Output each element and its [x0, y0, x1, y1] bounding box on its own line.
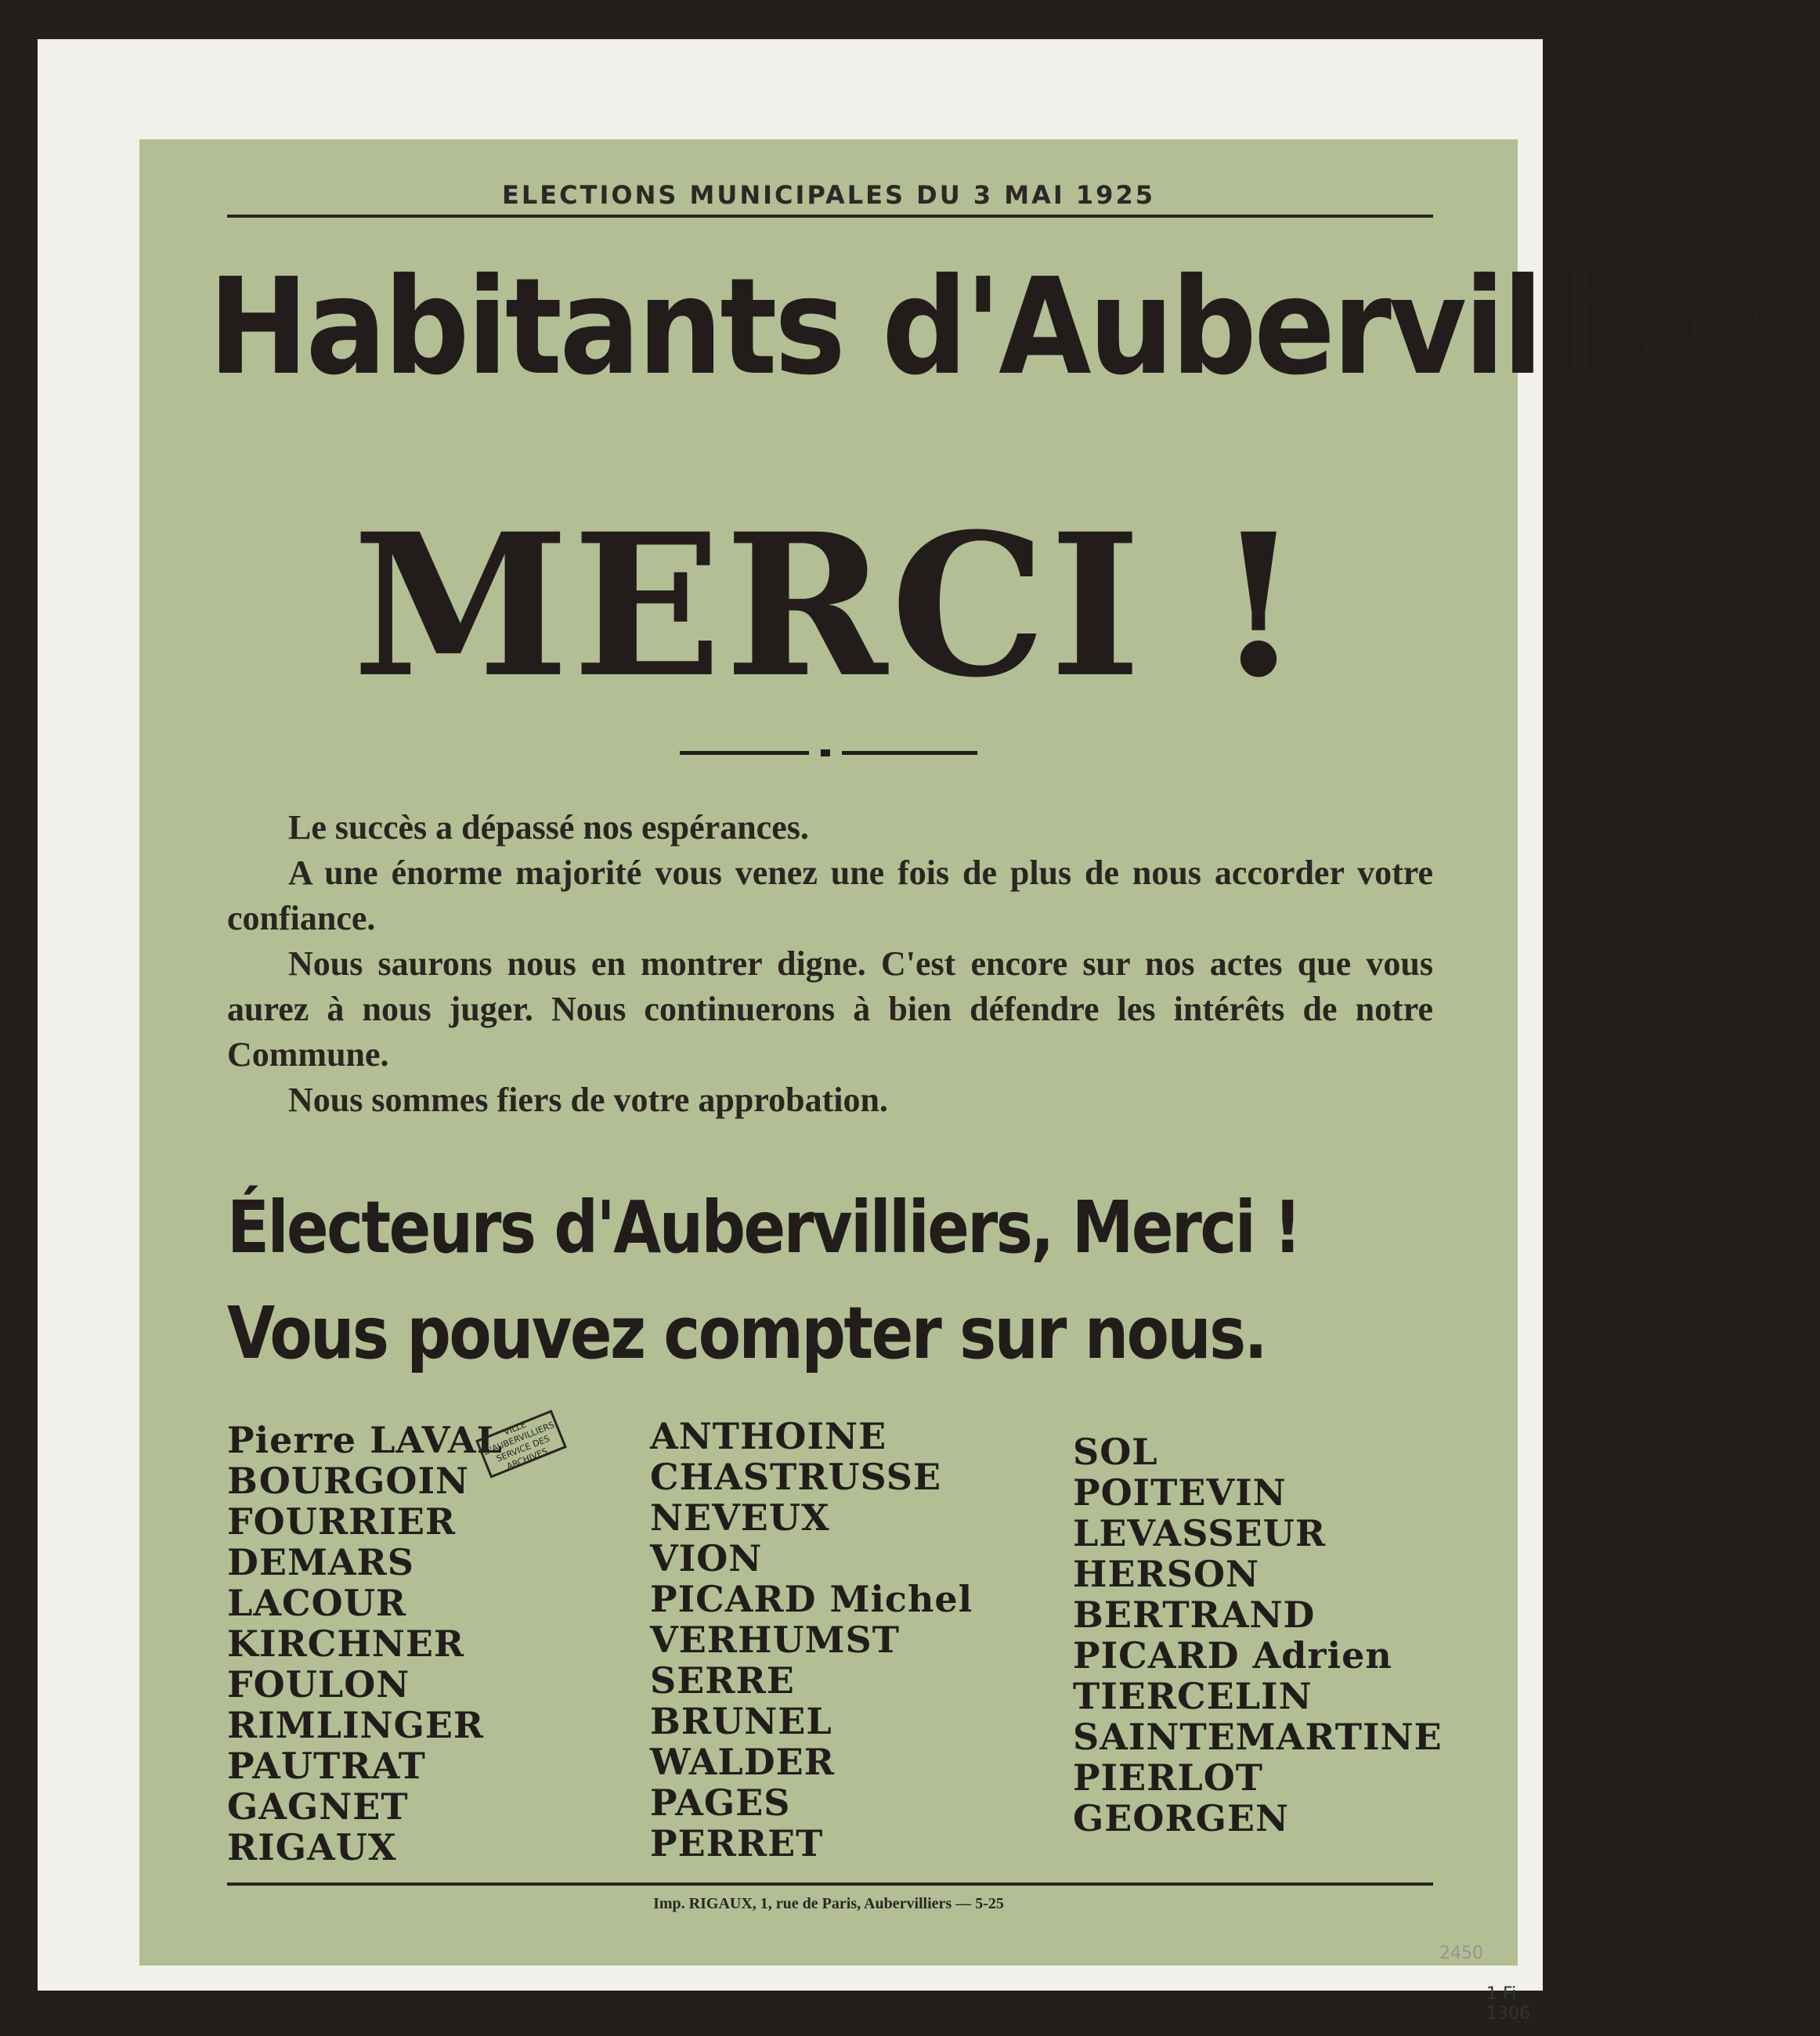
candidate-name: SERRE	[650, 1659, 795, 1702]
candidate-name: FOURRIER	[227, 1500, 457, 1543]
footer-rule	[227, 1883, 1433, 1886]
election-poster	[139, 139, 1820, 1966]
candidate-name: NEVEUX	[650, 1496, 830, 1539]
poster-headline: MERCI !	[352, 490, 1305, 720]
candidate-name: PICARD Michel	[650, 1578, 973, 1620]
candidate-name: Pierre LAVAL	[227, 1419, 503, 1461]
candidate-name: LEVASSEUR	[1073, 1512, 1327, 1554]
candidates-column-3	[1073, 1431, 1511, 1839]
candidate-name: RIGAUX	[227, 1826, 397, 1868]
candidate-name: VION	[650, 1537, 763, 1579]
paragraph: Nous sommes fiers de votre approbation.	[288, 1081, 888, 1119]
candidate-name: HERSON	[1073, 1553, 1260, 1595]
slogan-count-on-us: Vous pouvez compter sur nous.	[227, 1291, 1266, 1375]
candidate-name: BERTRAND	[1073, 1594, 1316, 1636]
candidate-name: PAUTRAT	[227, 1745, 426, 1787]
candidate-name: SAINTEMARTINE	[1073, 1716, 1443, 1758]
paragraph: A une énorme majorité vous venez une fois de plus de nous accorder votre confiance.	[227, 854, 1433, 937]
body-text	[227, 805, 1433, 1123]
candidate-name: RIMLINGER	[227, 1704, 485, 1746]
candidate-name: PAGES	[650, 1782, 791, 1824]
candidate-name: DEMARS	[227, 1541, 415, 1583]
candidates-column-1	[227, 1420, 666, 1868]
printer-credit: Imp. RIGAUX, 1, rue de Paris, Aubervilliers — 5-25	[653, 1895, 1004, 1912]
slogan-thanks: Électeurs d'Aubervilliers, Merci !	[227, 1186, 1300, 1269]
candidate-name: GAGNET	[227, 1785, 409, 1828]
pencil-number: 2450	[1439, 1944, 1483, 1963]
archive-stamp: VILLE D'AUBERVILLIERS SERVICE DES ARCHIVES	[475, 1410, 567, 1478]
candidate-name: BRUNEL	[650, 1700, 832, 1742]
candidate-name: BOURGOIN	[227, 1460, 470, 1502]
candidate-name: FOULON	[227, 1663, 410, 1706]
poster-title: Habitants d'Aubervilliers	[208, 250, 1820, 405]
candidate-name: PIERLOT	[1073, 1756, 1264, 1799]
candidate-name: GEORGEN	[1073, 1797, 1290, 1839]
candidate-name: LACOUR	[227, 1582, 407, 1624]
paragraph: Le succès a dépassé nos espérances.	[288, 808, 809, 847]
candidate-name: PICARD Adrien	[1073, 1634, 1392, 1677]
candidate-name: TIERCELIN	[1073, 1675, 1313, 1717]
candidate-name: PERRET	[650, 1822, 824, 1865]
paragraph: Nous saurons nous en montrer digne. C'est encore sur nos actes que vous aurez à nous juger. Nous continuerons à bien défendre les intérêts de notre Commune.	[227, 944, 1433, 1074]
candidate-name: SOL	[1073, 1431, 1158, 1473]
header-rule	[227, 215, 1433, 218]
catalog-reference: 1 Fi 1306	[1486, 1984, 1530, 2023]
poster-header: ELECTIONS MUNICIPALES DU 3 MAI 1925	[502, 180, 1155, 210]
candidates-column-2	[650, 1416, 1089, 1864]
sheet-overlay	[38, 39, 1820, 2023]
candidate-name: ANTHOINE	[650, 1415, 887, 1457]
candidate-name: POITEVIN	[1073, 1471, 1287, 1514]
ornament-divider	[680, 749, 977, 756]
candidate-name: KIRCHNER	[227, 1623, 465, 1665]
candidate-name: CHASTRUSSE	[650, 1456, 942, 1498]
candidate-name: VERHUMST	[650, 1619, 900, 1661]
candidate-name: WALDER	[650, 1741, 835, 1783]
